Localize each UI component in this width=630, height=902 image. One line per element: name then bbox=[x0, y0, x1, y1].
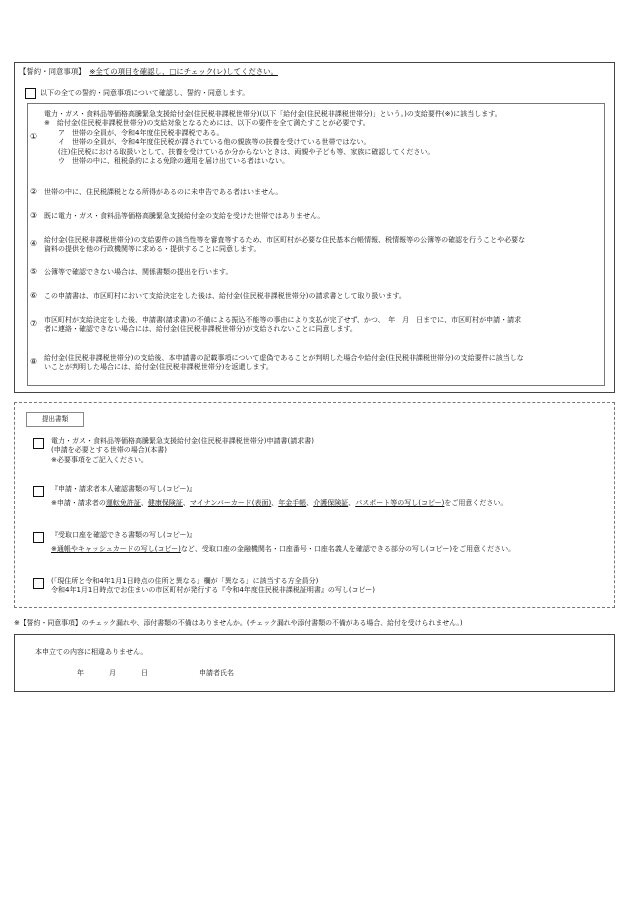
pledge-list bbox=[27, 103, 605, 386]
id-document: 運転免許証 bbox=[105, 499, 141, 508]
pledge-text bbox=[44, 316, 598, 335]
pledge-number: ⑧ bbox=[30, 357, 38, 367]
pledge-line: 者に連絡・確認できない場合には、給付金(住民税非課税世帯分)が支給されないことに同意します。 bbox=[44, 325, 357, 334]
id-document-separator: 、 bbox=[182, 499, 190, 508]
pledge-line: 資料の提供を他の行政機関等に求める・提供することに同意します。 bbox=[44, 245, 261, 254]
pledge-line: 世帯の中に、住民税課税となる所得があるのに未申告である者はいません。 bbox=[44, 188, 283, 196]
pledge-instruction: ※全ての項目を確認し、□にチェック(レ)してください。 bbox=[89, 67, 278, 76]
pledge-number: ④ bbox=[30, 239, 38, 249]
document-note: ※必要事項をご記入ください。 bbox=[51, 455, 148, 464]
pledge-text bbox=[44, 212, 598, 221]
document-sub: 令和4年1月1日時点でお住まいの市区町村が発行する『令和4年度住民税非課税証明書』の写し(コピー) bbox=[51, 586, 375, 595]
date-year-label: 年 bbox=[77, 669, 84, 677]
document-label: (「現住所と令和4年1月1日時点の住所と異なる」欄が「異なる」に該当する方全員分) bbox=[51, 577, 319, 585]
declaration-text: 本申立ての内容に相違ありません。 bbox=[35, 648, 148, 656]
document-sub: (申請を必要とする世帯の場合)(本書) bbox=[51, 446, 167, 455]
pledge-number: ② bbox=[30, 186, 38, 196]
pledge-number: ③ bbox=[30, 210, 38, 220]
footer-note: ※【誓約・同意事項】のチェック漏れや、添付書類の不備はありませんか。(チェック漏れや添付書類の不備がある場合、給付を受けられません。) bbox=[14, 619, 463, 627]
pledge-line: この申請書は、市区町村において支給決定をした後は、給付金(住民税非課税世帯分)の請求書として取り扱います。 bbox=[44, 292, 406, 300]
pledge-line: 電力・ガス・食料品等価格高騰緊急支援給付金(住民税非課税世帯分)(以下「給付金(住民税非課税世帯分)」という。)の支給要件(※)に該当します。 bbox=[44, 110, 502, 118]
document-checkbox-bank-account[interactable] bbox=[33, 532, 44, 543]
document-label: 『申請・請求者本人確認書類の写し(コピー)』 bbox=[51, 485, 197, 493]
document-note: ※申請・請求者の運転免許証、健康保険証、マイナンバーカード(表面)、年金手帳、介護保険証、パスポート等の写し(コピー)をご用意ください。 bbox=[51, 499, 508, 508]
declaration-section bbox=[14, 634, 615, 692]
pledge-line: 市区町村が支給決定をした後、申請書(請求書)の不備による振込不能等の事由により支払が完了せず、かつ、 年 月 日までに、市区町村が申請・請求 bbox=[44, 316, 522, 324]
pledge-number: ⑤ bbox=[30, 266, 38, 276]
id-document-separator: 、 bbox=[140, 499, 148, 508]
document-checkbox-application[interactable] bbox=[33, 438, 44, 449]
pledge-line: (注)住民税における取扱いとして、扶養を受けているか分からないときは、両親や子ども等、家族に確認してください。 bbox=[44, 147, 435, 156]
pledge-text bbox=[44, 110, 598, 167]
id-document-separator: 、 bbox=[306, 499, 314, 508]
pledge-text bbox=[44, 236, 598, 255]
pledge-line: 給付金(住民税非課税世帯分)の支給要件の該当性等を審査等するため、市区町村が必要な住民基本台帳情報、税情報等の公簿等の確認を行うことや必要な bbox=[44, 236, 526, 244]
pledge-section bbox=[14, 62, 615, 393]
pledge-header bbox=[19, 67, 278, 77]
pledge-text bbox=[44, 188, 598, 197]
pledge-number: ⑦ bbox=[30, 319, 38, 329]
pledge-line: イ 世帯の全員が、令和4年度住民税が課されている他の親族等の扶養を受けている世帯ではない。 bbox=[44, 138, 371, 147]
agree-all-checkbox[interactable] bbox=[25, 88, 36, 99]
agree-all-row[interactable] bbox=[25, 88, 249, 99]
pledge-title: 【誓約・同意事項】 bbox=[19, 67, 82, 76]
id-document: パスポート等の写し(コピー) bbox=[355, 499, 445, 508]
pledge-number: ① bbox=[30, 132, 38, 142]
pledge-text bbox=[44, 354, 598, 373]
pledge-text bbox=[44, 268, 598, 277]
pledge-line: 既に電力・ガス・食料品等価格高騰緊急支援給付金の支給を受けた世帯ではありません。 bbox=[44, 212, 325, 220]
documents-section bbox=[14, 402, 615, 608]
id-document: 健康保険証 bbox=[147, 499, 183, 508]
pledge-line: ※ 給付金(住民税非課税世帯分)の支給対象となるためには、以下の要件を全て満たすことが必要です。 bbox=[44, 119, 370, 128]
pledge-text bbox=[44, 292, 598, 301]
pledge-number: ⑥ bbox=[30, 290, 38, 300]
pledge-line: 給付金(住民税非課税世帯分)の支給後、本申請書の記載事項について虚偽であることが判明した場合や給付金(住民税非課税世帯分)の支給要件に該当しな bbox=[44, 354, 524, 362]
id-document: 年金手帳 bbox=[278, 499, 307, 508]
pledge-line: 公簿等で確認できない場合は、関係書類の提出を行います。 bbox=[44, 268, 233, 276]
pledge-line: いことが判明した場合には、給付金(住民税非課税世帯分)を返還します。 bbox=[44, 363, 273, 372]
documents-title: 提出書類 bbox=[26, 412, 84, 427]
document-label: 『受取口座を確認できる書類の写し(コピー)』 bbox=[51, 531, 197, 539]
id-document: マイナンバーカード(表面) bbox=[189, 499, 272, 508]
document-label: 電力・ガス・食料品等価格高騰緊急支援給付金(住民税非課税世帯分)申請書(請求書) bbox=[51, 437, 314, 445]
id-document-list bbox=[106, 499, 445, 507]
document-note: ※通帳やキャッシュカードの写し(コピー)など、受取口座の金融機関名・口座番号・口座名義人を確認できる部分の写し(コピー)をご用意ください。 bbox=[51, 545, 516, 554]
document-checkbox-tax-certificate[interactable] bbox=[33, 578, 44, 589]
document-checkbox-identity[interactable] bbox=[33, 486, 44, 497]
id-document-separator: 、 bbox=[348, 499, 356, 508]
applicant-name-label: 申請者氏名 bbox=[199, 669, 234, 677]
date-day-label: 日 bbox=[141, 669, 148, 677]
pledge-line: ア 世帯の全員が、令和4年度住民税非課税である。 bbox=[44, 128, 224, 137]
agree-all-label: 以下の全ての誓約・同意事項について確認し、誓約・同意します。 bbox=[40, 88, 250, 97]
id-document: 介護保険証 bbox=[313, 499, 349, 508]
pledge-line: ウ 世帯の中に、租税条約による免除の適用を届け出ている者はいない。 bbox=[44, 157, 289, 166]
date-month-label: 月 bbox=[109, 669, 116, 677]
id-document-separator: 、 bbox=[271, 499, 279, 508]
